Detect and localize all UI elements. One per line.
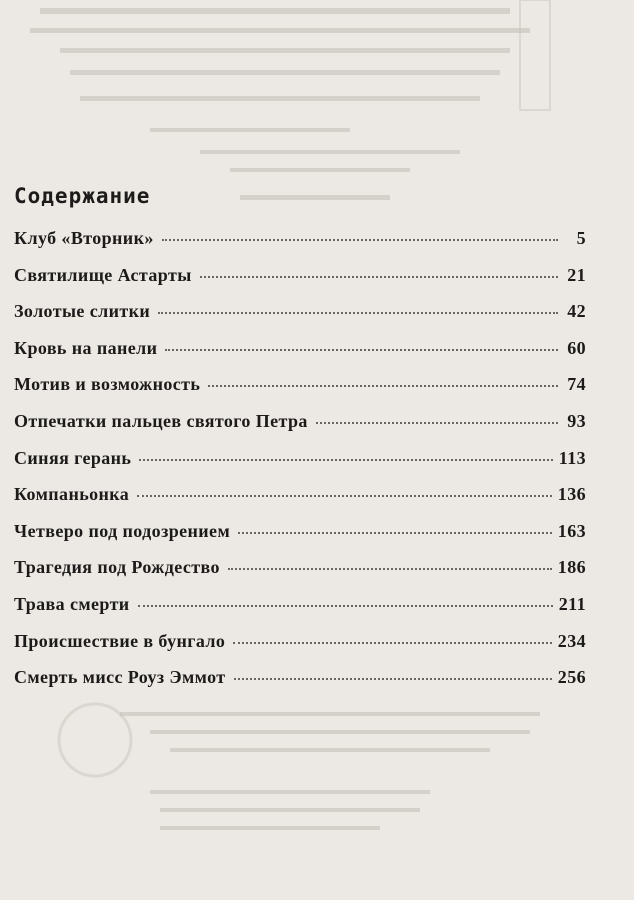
toc-entry-title: Трагедия под Рождество bbox=[14, 557, 220, 578]
dot-leader bbox=[238, 531, 552, 534]
toc-entry-page: 42 bbox=[567, 301, 586, 322]
toc-entry-title: Клуб «Вторник» bbox=[14, 228, 154, 248]
toc-entry[interactable] bbox=[14, 374, 586, 411]
toc-entry-page: 5 bbox=[576, 228, 586, 248]
dot-leader bbox=[139, 458, 552, 461]
dot-leader bbox=[158, 311, 558, 314]
toc-entry[interactable] bbox=[14, 484, 586, 521]
toc-entry-page: 211 bbox=[558, 593, 586, 614]
toc-entry[interactable] bbox=[14, 228, 586, 265]
toc-entry-page: 113 bbox=[558, 447, 586, 468]
toc-entry-title: Трава смерти bbox=[14, 593, 130, 614]
toc-entry-page: 186 bbox=[557, 557, 586, 578]
toc-entry-page: 74 bbox=[567, 374, 586, 395]
dot-leader bbox=[316, 421, 558, 424]
dot-leader bbox=[137, 494, 552, 497]
toc-entry-page: 256 bbox=[557, 667, 586, 688]
toc-heading: Содержание bbox=[14, 184, 151, 208]
toc-entry[interactable] bbox=[14, 557, 586, 594]
toc-entry[interactable] bbox=[14, 631, 586, 668]
toc-entry-page: 60 bbox=[567, 337, 586, 358]
toc-entry-title: Четверо под подозрением bbox=[14, 520, 231, 541]
dot-leader bbox=[165, 348, 558, 351]
toc-list bbox=[14, 228, 586, 704]
dot-leader bbox=[233, 641, 551, 644]
toc-entry-title: Святилище Астарты bbox=[14, 264, 192, 285]
toc-entry[interactable] bbox=[14, 521, 586, 558]
toc-entry-page: 93 bbox=[567, 410, 586, 431]
toc-entry[interactable] bbox=[14, 667, 586, 704]
toc-entry-title: Кровь на панели bbox=[14, 337, 158, 358]
table-of-contents bbox=[14, 180, 586, 704]
toc-entry-title: Синяя герань bbox=[14, 447, 132, 468]
dot-leader bbox=[234, 677, 552, 680]
dot-leader bbox=[138, 604, 553, 607]
toc-entry[interactable] bbox=[14, 265, 586, 302]
dot-leader bbox=[200, 275, 558, 278]
toc-entry-title: Происшествие в бунгало bbox=[14, 630, 226, 651]
dot-leader bbox=[208, 384, 558, 387]
toc-entry-title: Золотые слитки bbox=[14, 301, 151, 322]
toc-entry-page: 136 bbox=[557, 484, 586, 505]
toc-entry[interactable] bbox=[14, 594, 586, 631]
toc-entry-page: 21 bbox=[567, 264, 586, 285]
toc-entry[interactable] bbox=[14, 448, 586, 485]
toc-entry[interactable] bbox=[14, 301, 586, 338]
dot-leader bbox=[162, 238, 558, 241]
dot-leader bbox=[228, 567, 552, 570]
toc-entry[interactable] bbox=[14, 411, 586, 448]
toc-entry-title: Смерть мисс Роуз Эммот bbox=[14, 667, 226, 688]
toc-entry[interactable] bbox=[14, 338, 586, 375]
toc-entry-page: 234 bbox=[557, 630, 586, 651]
toc-entry-title: Отпечатки пальцев святого Петра bbox=[14, 410, 308, 431]
toc-entry-title: Мотив и возможность bbox=[14, 374, 201, 395]
toc-entry-title: Компаньонка bbox=[14, 484, 130, 505]
toc-entry-page: 163 bbox=[557, 520, 586, 541]
